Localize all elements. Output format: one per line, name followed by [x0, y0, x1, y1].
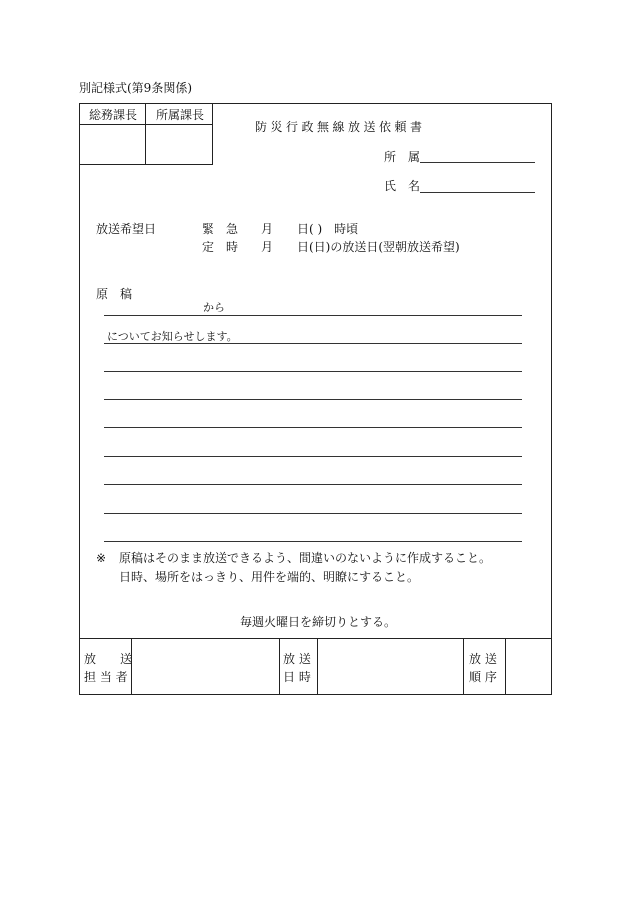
note-line-2: 日時、場所をはっきり、用件を端的、明瞭にすること。 — [119, 570, 420, 584]
general-affairs-stamp-box[interactable] — [80, 125, 144, 163]
footer-divider — [279, 638, 280, 695]
broadcast-datetime-field[interactable] — [318, 639, 462, 694]
draft-line[interactable] — [104, 343, 522, 344]
draft-notice-text: についてお知らせします。 — [107, 330, 238, 343]
form-title: 防災行政無線放送依頼書 — [255, 120, 426, 134]
draft-line[interactable] — [104, 315, 522, 316]
desired-date-label: 放送希望日 — [96, 222, 157, 236]
draft-line[interactable] — [104, 513, 522, 514]
draft-line[interactable] — [104, 484, 522, 485]
approval-divider — [212, 103, 213, 164]
form-reference-note: 別記様式(第9条関係) — [79, 81, 192, 95]
broadcast-staff-field[interactable] — [132, 639, 278, 694]
draft-line[interactable] — [104, 456, 522, 457]
broadcast-datetime-label: 放 送 — [283, 652, 311, 666]
approval-bottom-line — [79, 164, 213, 165]
footer-divider — [463, 638, 464, 695]
draft-line[interactable] — [104, 371, 522, 372]
broadcast-staff-label-2: 担 当 者 — [84, 670, 128, 684]
broadcast-order-label: 放 送 — [469, 652, 497, 666]
broadcast-order-field[interactable] — [506, 639, 551, 694]
deadline-text: 毎週火曜日を締切りとする。 — [240, 615, 397, 629]
note-mark: ※ — [96, 551, 107, 565]
name-label: 氏 名 — [384, 179, 421, 193]
broadcast-order-label-2: 順 序 — [469, 670, 497, 684]
note-line-1: 原稿はそのまま放送できるよう、間違いのないように作成すること。 — [119, 551, 492, 565]
regular-label: 定 時 — [202, 240, 239, 254]
affiliation-input-line[interactable] — [420, 162, 535, 163]
draft-from-text: から — [203, 301, 225, 314]
draft-line[interactable] — [104, 541, 522, 542]
regular-date: 月 日(日)の放送日(翌朝放送希望) — [261, 240, 460, 254]
broadcast-staff-label: 放 送 — [84, 652, 133, 666]
department-chief-label: 所属課長 — [156, 108, 205, 122]
name-input-line[interactable] — [420, 192, 535, 193]
broadcast-datetime-label-2: 日 時 — [283, 670, 311, 684]
general-affairs-chief-label: 総務課長 — [89, 108, 138, 122]
urgent-label: 緊 急 — [202, 222, 239, 236]
department-stamp-box[interactable] — [146, 125, 211, 163]
draft-line[interactable] — [104, 427, 522, 428]
draft-line[interactable] — [104, 399, 522, 400]
affiliation-label: 所 属 — [384, 150, 421, 164]
draft-label: 原 稿 — [96, 287, 133, 301]
urgent-date-time: 月 日( ) 時頃 — [261, 222, 359, 236]
